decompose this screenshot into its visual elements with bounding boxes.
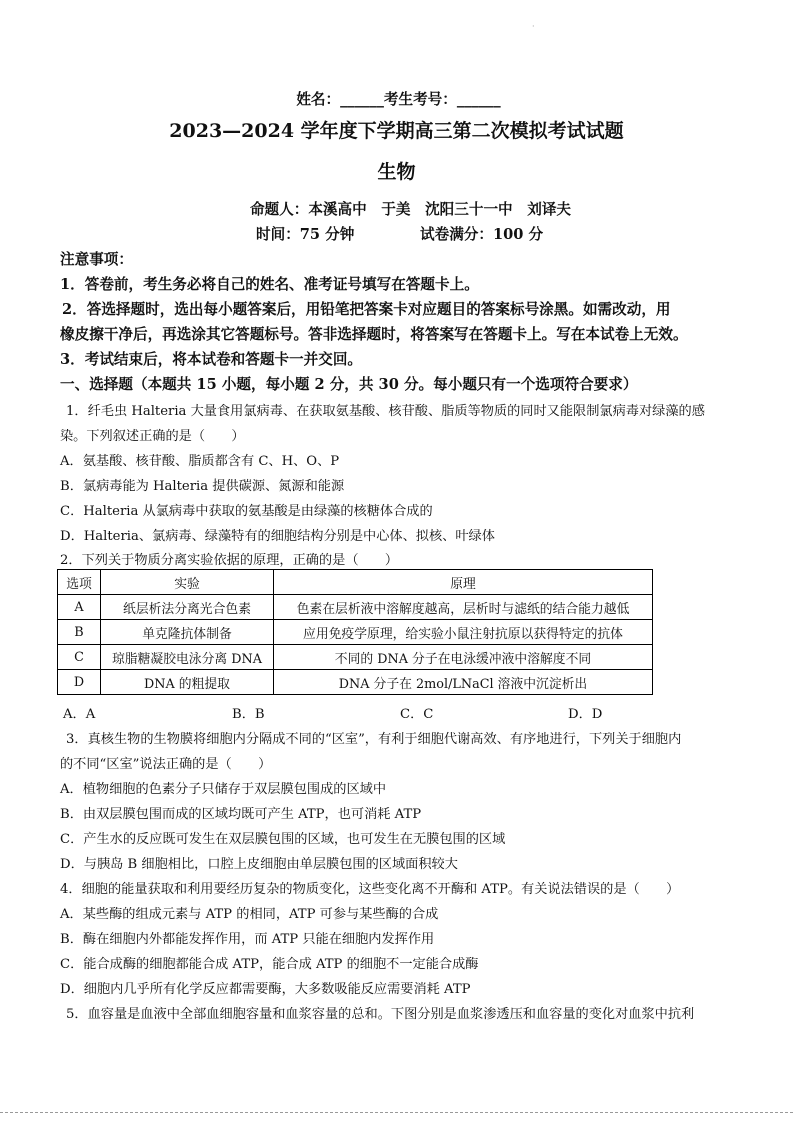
table-cell: 色素在层析液中溶解度越高，层析时与滤纸的结合能力越低 [274, 595, 653, 620]
answer-option: A．A [63, 707, 96, 722]
table-header-cell: 实验 [101, 570, 274, 595]
exam-title: 2023—2024 学年度下学期高三第二次模拟考试试题 [169, 120, 624, 142]
question-stem: 5．血容量是血液中全部血细胞容量和血浆容量的总和。下图分别是血浆渗透压和血容量的变化对血浆中抗利 [66, 1007, 695, 1022]
table-header-cell: 选项 [58, 570, 101, 595]
answer-option: B．B [232, 707, 265, 722]
section-heading: 一、选择题（本题共 15 小题，每小题 2 分，共 30 分。每小题只有一个选项符合要求） [60, 376, 638, 393]
top-mark: · [532, 22, 535, 31]
authors-line: 命题人：本溪高中 于美 沈阳三十一中 刘译夫 [249, 201, 572, 218]
option-c: C．能合成酶的细胞都能合成 ATP，能合成 ATP 的细胞不一定能合成酶 [60, 957, 479, 972]
table-row [58, 670, 653, 695]
option-b: B．酶在细胞内外都能发挥作用，而 ATP 只能在细胞内发挥作用 [60, 932, 435, 947]
table-cell: C [58, 645, 101, 670]
table-cell: DNA 的粗提取 [101, 670, 274, 695]
table-cell: DNA 分子在 2mol/LNaCl 溶液中沉淀析出 [274, 670, 653, 695]
table-cell: B [58, 620, 101, 645]
note-item: 橡皮擦干净后，再选涂其它答题标号。答非选择题时，将答案写在答题卡上。写在本试卷上无效。 [60, 326, 688, 343]
table-cell: D [58, 670, 101, 695]
question-stem: 1．纤毛虫 Halteria 大量食用氯病毒、在获取氨基酸、核苷酸、脂质等物质的同时又能限制氯病毒对绿藻的感 [66, 404, 705, 419]
question-stem: 染。下列叙述正确的是（ ） [60, 429, 245, 444]
table-header-row [58, 570, 653, 595]
question-stem: 3．真核生物的生物膜将细胞内分隔成不同的“区室”，有利于细胞代谢高效、有序地进行，下列关于细胞内 [66, 732, 682, 747]
option-b: B．由双层膜包围而成的区域均既可产生 ATP，也可消耗 ATP [60, 807, 422, 822]
page-bottom-rule [0, 1112, 793, 1113]
table-cell: 琼脂糖凝胶电泳分离 DNA [101, 645, 274, 670]
name-id-line: 姓名：______考生考号：______ [296, 91, 501, 108]
table-row [58, 645, 653, 670]
table-cell: 单克隆抗体制备 [101, 620, 274, 645]
option-c: C．Halteria 从氯病毒中获取的氨基酸是由绿藻的核糖体合成的 [60, 504, 433, 519]
table-cell: 纸层析法分离光合色素 [101, 595, 274, 620]
option-d: D．与胰岛 B 细胞相比，口腔上皮细胞由单层膜包围的区域面积较大 [60, 857, 458, 872]
notes-heading: 注意事项： [60, 251, 133, 268]
table-cell: A [58, 595, 101, 620]
option-c: C．产生水的反应既可发生在双层膜包围的区域，也可发生在无膜包围的区域 [60, 832, 506, 847]
answer-option: C．C [400, 707, 434, 722]
question-stem: 2．下列关于物质分离实验依据的原理，正确的是（ ） [60, 553, 399, 568]
table-cell: 应用免疫学原理，给实验小鼠注射抗原以获得特定的抗体 [274, 620, 653, 645]
question-stem: 4．细胞的能量获取和利用要经历复杂的物质变化，这些变化离不开酶和 ATP。有关说法错误的是（ ） [60, 882, 680, 897]
q2-table [57, 569, 653, 695]
option-a: A．某些酶的组成元素与 ATP 的相同，ATP 可参与某些酶的合成 [60, 907, 439, 922]
table-cell: 不同的 DNA 分子在电泳缓冲液中溶解度不同 [274, 645, 653, 670]
answer-option: D．D [568, 707, 603, 722]
note-item: 3．考试结束后，将本试卷和答题卡一并交回。 [60, 351, 363, 368]
score-line: 试卷满分：100 分 [420, 226, 544, 243]
table-row [58, 595, 653, 620]
note-item: 1．答卷前，考生务必将自己的姓名、准考证号填写在答题卡上。 [60, 276, 479, 293]
subject-title: 生物 [377, 161, 416, 183]
option-b: B．氯病毒能为 Halteria 提供碳源、氮源和能源 [60, 479, 345, 494]
question-stem: 的不同“区室”说法正确的是（ ） [60, 757, 272, 772]
option-a: A．植物细胞的色素分子只储存于双层膜包围成的区域中 [60, 782, 387, 797]
option-d: D．细胞内几乎所有化学反应都需要酶，大多数吸能反应需要消耗 ATP [60, 982, 471, 997]
note-item: 2．答选择题时，选出每小题答案后，用铅笔把答案卡对应题目的答案标号涂黑。如需改动，用 [62, 301, 671, 318]
option-d: D．Halteria、氯病毒、绿藻特有的细胞结构分别是中心体、拟核、叶绿体 [60, 529, 495, 544]
time-line: 时间：75 分钟 [256, 226, 355, 243]
table-header-cell: 原理 [274, 570, 653, 595]
option-a: A．氨基酸、核苷酸、脂质都含有 C、H、O、P [60, 454, 340, 469]
table-row [58, 620, 653, 645]
